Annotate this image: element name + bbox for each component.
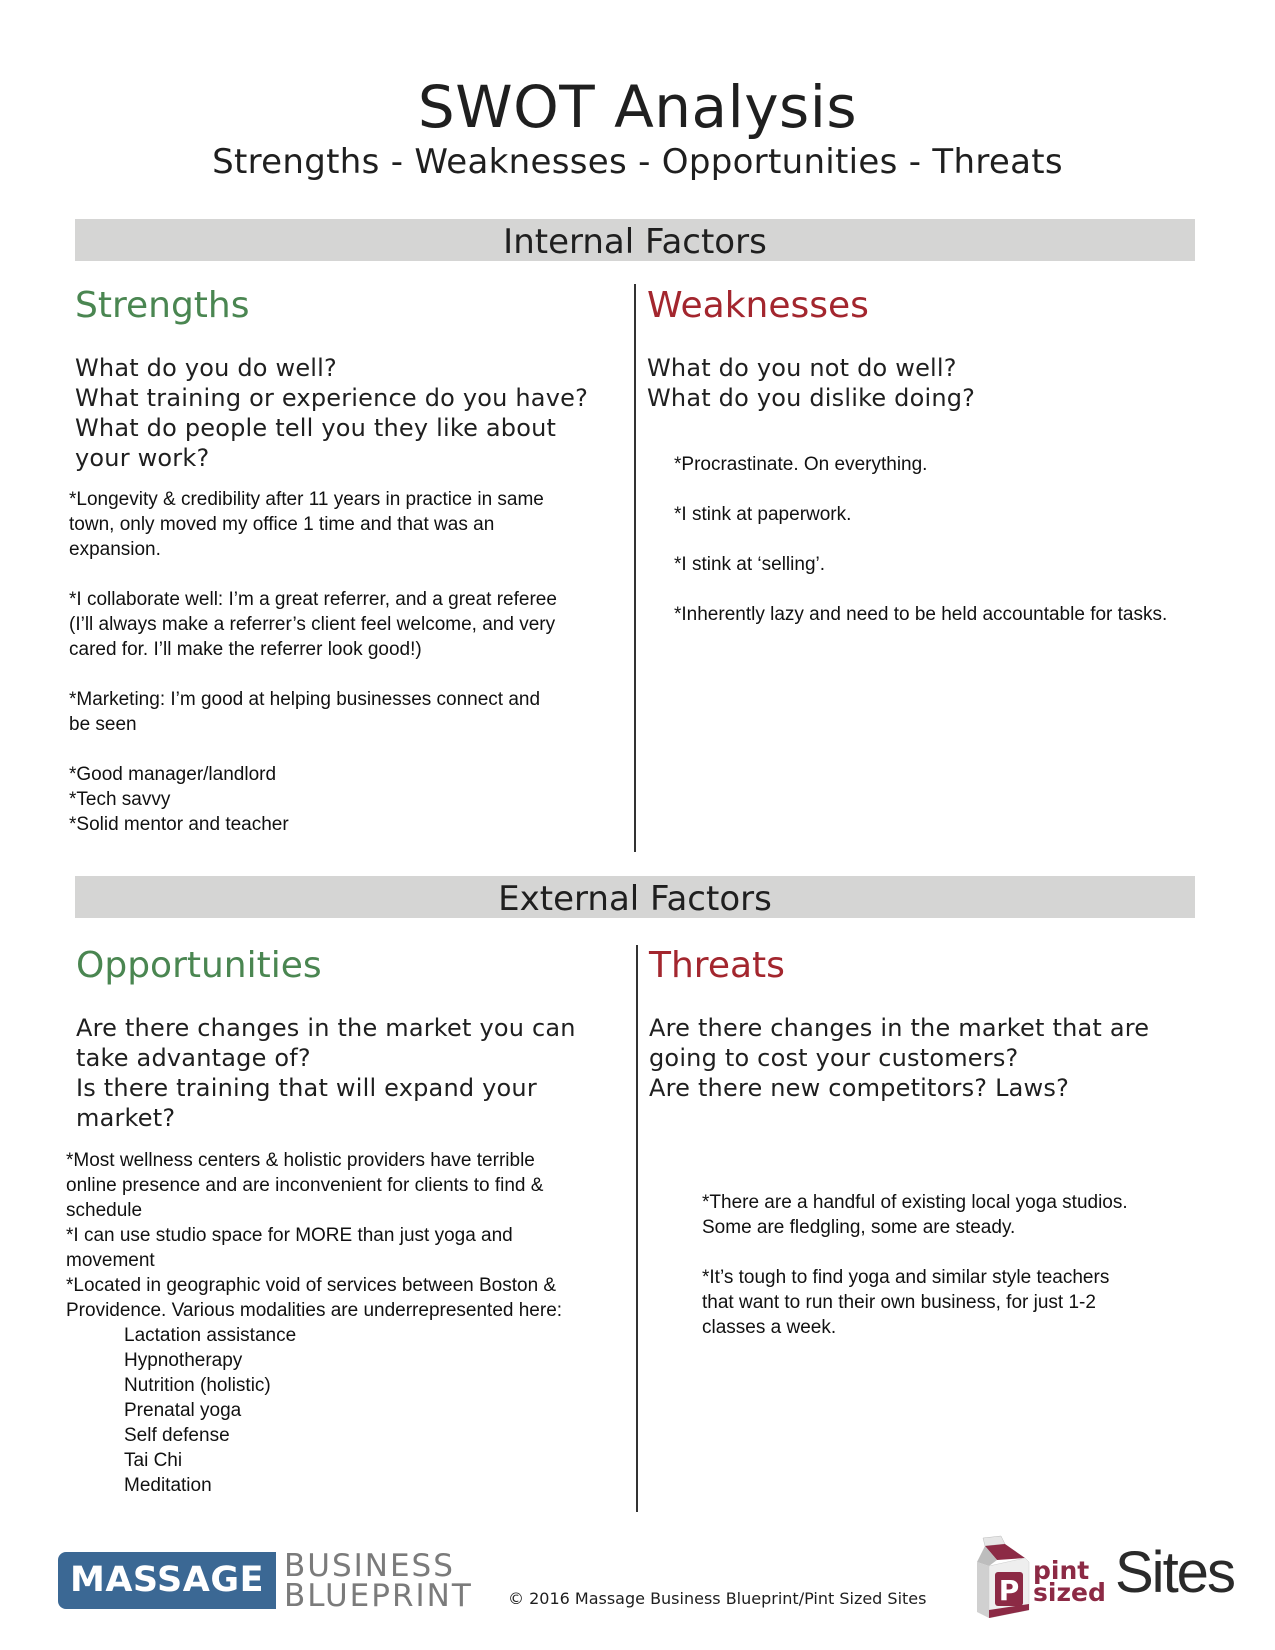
pint-sized-sites-logo (975, 1530, 1234, 1620)
prompt-line: take advantage of? (76, 1044, 311, 1072)
internal-column-divider (634, 284, 636, 852)
note-line: *Good manager/landlord (69, 764, 277, 785)
note-line: *Solid mentor and teacher (69, 814, 289, 835)
prompt-line: Are there new competitors? Laws? (649, 1074, 1070, 1102)
note-line: that want to run their own business, for just 1-2 (702, 1292, 1096, 1313)
sized-word: sized (1033, 1578, 1106, 1607)
mbb-logo-box: MASSAGE (58, 1552, 276, 1609)
strengths-notes (69, 487, 557, 837)
mbb-logo-words (283, 1547, 473, 1614)
weaknesses-prompts (647, 353, 975, 413)
note-line: movement (66, 1250, 155, 1271)
opportunities-prompts (76, 1013, 576, 1133)
prompt-line: Are there changes in the market you can (76, 1014, 576, 1042)
note-line: Providence. Various modalities are underrepresented here: (66, 1300, 563, 1321)
modality-item: Lactation assistance (124, 1325, 297, 1346)
note-line: (I’ll always make a referrer’s client feel welcome, and very (69, 614, 556, 635)
weaknesses-heading: Weaknesses (647, 285, 869, 326)
note-line: *Located in geographic void of services between Boston & (66, 1275, 557, 1296)
modality-item: Meditation (124, 1475, 212, 1496)
threats-notes (702, 1190, 1128, 1340)
note-line: *Inherently lazy and need to be held accountable for tasks. (674, 604, 1168, 625)
prompt-line: Are there changes in the market that are (649, 1014, 1150, 1042)
mbb-logo-line1: BUSINESS (283, 1547, 455, 1584)
external-factors-band: External Factors (75, 876, 1195, 918)
note-line: *I stink at paperwork. (674, 504, 852, 525)
prompt-line: Is there training that will expand your (76, 1074, 537, 1102)
note-line: town, only moved my office 1 time and that was an (69, 514, 495, 535)
modality-item: Self defense (124, 1425, 230, 1446)
note-line: *Marketing: I’m good at helping businesses connect and (69, 689, 541, 710)
strengths-heading: Strengths (75, 285, 250, 326)
strengths-prompts (75, 353, 588, 473)
document-subtitle: Strengths - Weaknesses - Opportunities - Threats (212, 142, 1063, 182)
opportunities-notes (66, 1148, 562, 1498)
prompt-line: What do you dislike doing? (647, 384, 976, 412)
mbb-logo-line2: BLUEPRINT (283, 1577, 473, 1614)
note-line: *There are a handful of existing local yoga studios. (702, 1192, 1128, 1213)
note-line: classes a week. (702, 1317, 837, 1338)
note-line: expansion. (69, 539, 161, 560)
note-line: *Most wellness centers & holistic providers have terrible (66, 1150, 535, 1171)
pint-word: pint (1033, 1556, 1090, 1585)
prompt-line: What do you not do well? (647, 354, 957, 382)
prompt-line: What do you do well? (75, 354, 337, 382)
external-column-divider (636, 945, 638, 1512)
note-line: *Longevity & credibility after 11 years in practice in same (69, 489, 544, 510)
note-line: Some are fledgling, some are steady. (702, 1217, 1016, 1238)
prompt-line: market? (76, 1104, 176, 1132)
note-line: schedule (66, 1200, 143, 1221)
internal-factors-band: Internal Factors (75, 219, 1195, 261)
modality-item: Nutrition (holistic) (124, 1375, 271, 1396)
note-line: cared for. I’ll make the referrer look good!) (69, 639, 422, 660)
pint-sized-words (1033, 1556, 1106, 1607)
svg-text:P: P (998, 1574, 1020, 1607)
note-line: be seen (69, 714, 137, 735)
opportunities-heading: Opportunities (76, 945, 322, 986)
prompt-line: What do people tell you they like about (75, 414, 557, 442)
note-line: *Procrastinate. On everything. (674, 454, 928, 475)
modality-item: Hypnotherapy (124, 1350, 243, 1371)
threats-heading: Threats (649, 945, 785, 986)
threats-prompts (649, 1013, 1149, 1103)
prompt-line: What training or experience do you have? (75, 384, 589, 412)
modality-item: Prenatal yoga (124, 1400, 242, 1421)
copyright-notice: © 2016 Massage Business Blueprint/Pint Sized Sites (508, 1589, 927, 1608)
note-line: online presence and are inconvenient for clients to find & (66, 1175, 544, 1196)
note-line: *Tech savvy (69, 789, 171, 810)
document-title: SWOT Analysis (417, 73, 858, 141)
massage-business-blueprint-logo (58, 1547, 473, 1614)
prompt-line: your work? (75, 444, 210, 472)
note-line: *I collaborate well: I’m a great referrer, and a great referee (69, 589, 557, 610)
prompt-line: going to cost your customers? (649, 1044, 1019, 1072)
note-line: *I stink at ‘selling’. (674, 554, 826, 575)
modality-item: Tai Chi (124, 1450, 183, 1471)
weaknesses-notes (674, 452, 1167, 627)
note-line: *It’s tough to find yoga and similar style teachers (702, 1267, 1110, 1288)
milk-carton-icon (975, 1532, 1031, 1618)
note-line: *I can use studio space for MORE than just yoga and (66, 1225, 513, 1246)
sites-word: Sites (1115, 1540, 1234, 1605)
